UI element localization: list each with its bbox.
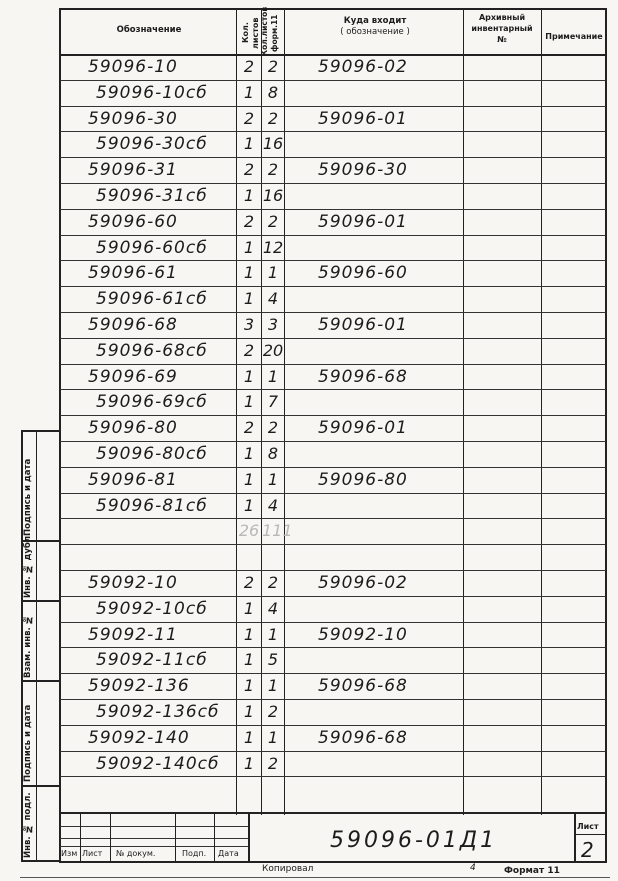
row-divider [60,647,606,648]
document-designation: 59096-01Д1 [330,828,498,853]
row-divider [60,596,606,597]
row-format-count: 1 [267,624,279,644]
stamp-line [574,834,606,835]
row-sheet-count: 1 [243,237,255,257]
row-designation: 59096-61сб [96,289,208,310]
row-designation: 59096-10 [88,57,178,77]
row-format-count: 2 [267,573,279,592]
footer-copied: Копировал [262,864,314,874]
row-format-count: 1 [267,469,279,489]
row-designation: 59096-30 [88,108,178,129]
row-format-count: 111 [262,521,293,541]
row-sheet-count: 1 [243,134,255,154]
where-used-line1: Куда входит [343,16,407,26]
row-format-count: 20 [262,340,284,360]
row-sheet-count: 26 [238,521,260,541]
row-divider [60,157,606,158]
stamp-col [248,812,250,862]
row-format-count: 2 [267,108,279,128]
row-sheet-count: 2 [243,211,255,231]
row-divider [60,467,606,468]
row-where-used: 59096-02 [318,573,408,593]
row-sheet-count: 2 [243,160,255,180]
row-designation: 59092-140сб [96,753,220,774]
row-designation: 59092-140 [88,727,190,748]
row-divider [60,106,606,107]
row-format-count: 1 [267,727,279,747]
stamp-line [60,846,248,847]
row-where-used: 59096-02 [318,57,408,77]
row-divider [60,751,606,752]
stamp-sheet-number: 2 [581,838,595,862]
row-divider [60,183,606,184]
stamp-line [60,826,248,827]
row-where-used: 59096-30 [318,160,408,181]
column-header-notes: Примечание [545,32,603,41]
row-divider [60,673,606,674]
column-header-archive [463,12,541,45]
column-header-designation: Обозначение [116,25,182,35]
row-designation: 59096-80 [88,418,178,439]
row-sheet-count: 1 [243,392,255,412]
row-designation: 59096-68сб [96,340,208,361]
row-designation: 59092-10 [88,573,178,593]
row-format-count: 4 [267,598,279,618]
row-sheet-count: 1 [243,727,255,747]
row-divider [60,493,606,494]
row-designation: 59092-136сб [96,702,220,722]
header-divider [60,54,606,56]
strip-divider [21,785,59,787]
row-designation: 59096-60сб [96,237,208,258]
row-where-used: 59096-01 [318,108,408,129]
row-sheet-count: 1 [243,598,255,618]
stamp-col [574,812,576,862]
row-format-count: 8 [267,82,279,102]
footer-mark: 4 [470,863,476,873]
strip-divider [21,680,59,682]
row-divider [60,544,606,545]
row-format-count: 4 [267,495,279,515]
row-format-count: 16 [262,186,284,205]
stamp-sheet: Лист [82,849,103,858]
row-sheet-count: 1 [243,495,255,515]
stamp-doc-no: № докум. [116,849,156,858]
row-sheet-count: 2 [243,57,255,76]
stamp-col [214,812,215,862]
column-header-format-count: Кол.листов форм.11 [260,6,279,56]
stamp-date: Дата [218,849,239,858]
row-divider [60,441,606,442]
row-divider [60,286,606,287]
row-divider [60,699,606,700]
row-sheet-count: 1 [243,624,255,644]
row-designation: 59096-10сб [96,82,208,103]
stamp-line [60,838,248,839]
row-format-count: 1 [267,676,279,696]
row-format-count: 5 [267,650,279,670]
row-sheet-count: 1 [243,676,255,696]
row-designation: 59096-69 [88,366,178,387]
row-designation: 59096-69сб [96,392,208,413]
inv-dup-label: Инв. № дубл. [23,532,33,598]
row-where-used: 59096-68 [318,366,408,387]
row-where-used: 59096-01 [318,315,408,335]
row-format-count: 2 [267,211,279,231]
row-sheet-count: 2 [243,340,255,360]
row-designation: 59092-11сб [96,650,208,671]
row-designation: 59092-10сб [96,598,208,619]
row-divider [60,312,606,313]
row-sheet-count: 1 [243,702,255,721]
column-divider [541,8,542,815]
stamp-sheet-label: Лист [577,822,599,831]
column-divider [236,8,237,815]
row-format-count: 1 [267,366,279,386]
row-divider [60,131,606,132]
stamp-signature: Подп. [182,849,207,858]
row-divider [60,209,606,210]
row-format-count: 4 [267,289,279,309]
row-format-count: 3 [267,315,279,334]
row-sheet-count: 1 [243,444,255,463]
stamp-col [175,812,176,862]
row-sheet-count: 1 [243,469,255,489]
row-designation: 59092-11 [88,624,178,645]
row-format-count: 2 [267,702,279,721]
sign-date-label-1: Подпись и дата [23,458,33,536]
row-designation: 59096-81сб [96,495,208,516]
row-format-count: 2 [267,57,279,76]
stamp-top-line [60,812,606,814]
row-format-count: 12 [262,237,284,257]
row-where-used: 59096-80 [318,469,408,490]
row-format-count: 16 [262,134,284,154]
row-sheet-count: 1 [243,289,255,309]
row-where-used: 59096-01 [318,211,408,232]
where-used-line2: ( обозначение ) [340,27,410,37]
row-sheet-count: 1 [243,366,255,386]
replace-inv-label: Взам. инв. № [23,614,33,678]
row-sheet-count: 2 [243,108,255,128]
row-where-used: 59096-68 [318,676,408,697]
stamp-change: Изм [61,849,78,858]
stamp-col [80,812,81,862]
row-divider [60,518,606,519]
row-sheet-count: 1 [243,650,255,670]
row-format-count: 2 [267,160,279,180]
column-divider [284,8,285,815]
row-divider [60,389,606,390]
footer-format: Формат 11 [504,866,560,876]
row-divider [60,776,606,777]
row-sheet-count: 2 [243,418,255,438]
row-where-used: 59092-10 [318,624,408,645]
row-divider [60,235,606,236]
column-header-sheet-count: Кол. листов [241,17,260,49]
row-sheet-count: 1 [243,263,255,283]
column-divider [463,8,464,815]
strip-column [36,430,37,862]
inv-orig-label: Инв. № подл. [23,792,33,858]
row-format-count: 1 [267,263,279,283]
row-where-used: 59096-68 [318,727,408,748]
stamp-col [110,812,111,862]
row-divider [60,260,606,261]
column-header-where-used [290,16,460,38]
archive-line3: № [497,35,507,44]
archive-line2: инвентарный [471,24,533,33]
row-designation: 59096-68 [88,315,178,335]
row-designation: 59096-81 [88,469,178,490]
footer-line [20,877,610,878]
row-where-used: 59096-01 [318,418,408,439]
row-format-count: 2 [267,418,279,438]
row-where-used: 59096-60 [318,263,408,284]
row-divider [60,622,606,623]
row-format-count: 8 [267,444,279,463]
row-sheet-count: 1 [243,186,255,205]
row-format-count: 2 [267,753,279,773]
row-divider [60,364,606,365]
row-designation: 59096-60 [88,211,178,232]
archive-line1: Архивный [478,13,526,22]
row-divider [60,570,606,571]
row-divider [60,338,606,339]
row-designation: 59096-61 [88,263,178,284]
row-designation: 59096-31сб [96,186,208,206]
row-format-count: 7 [267,392,279,412]
row-divider [60,80,606,81]
row-divider [60,725,606,726]
row-designation: 59096-80сб [96,444,208,464]
row-sheet-count: 2 [243,573,255,592]
row-divider [60,415,606,416]
strip-divider [21,600,59,602]
sign-date-label-2: Подпись и дата [23,704,33,782]
row-sheet-count: 1 [243,753,255,773]
row-sheet-count: 1 [243,82,255,102]
row-sheet-count: 3 [243,315,255,334]
row-designation: 59096-30сб [96,134,208,155]
row-designation: 59096-31 [88,160,178,181]
row-designation: 59092-136 [88,676,190,697]
